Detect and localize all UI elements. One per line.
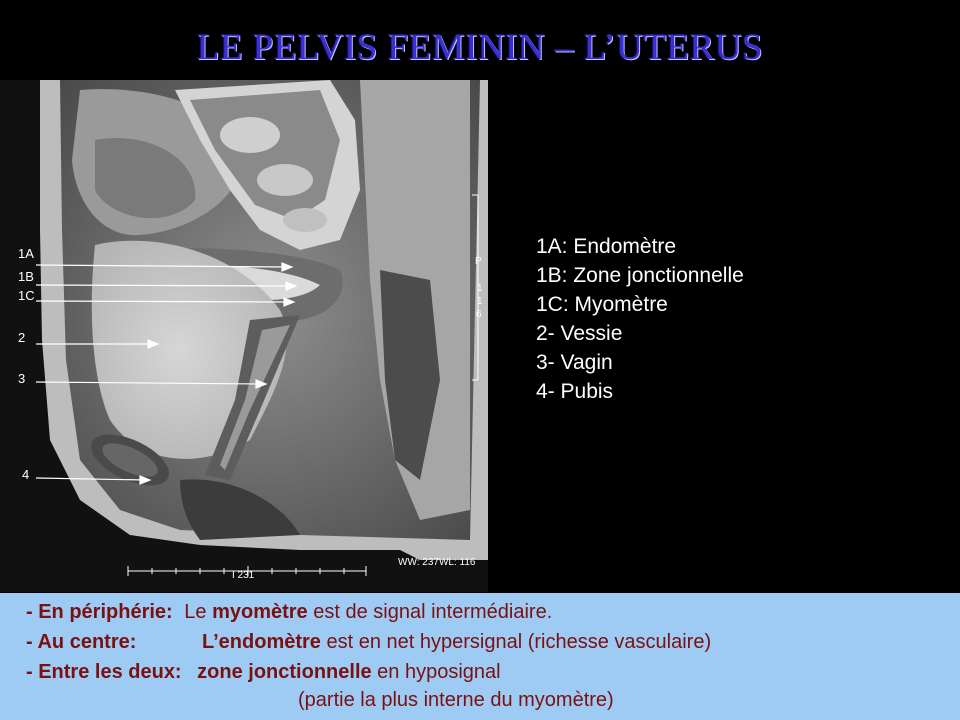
scale-value: I 231: [232, 570, 255, 581]
desc-line-2: [26, 631, 136, 654]
legend-item: 1A: Endomètre: [536, 235, 677, 258]
legend-item: 3- Vagin: [536, 351, 613, 374]
side-scale-1b: 1: [477, 296, 483, 307]
label-1a: 1A: [18, 246, 34, 261]
label-1c: 1C: [18, 288, 35, 303]
desc-line-3-b: zone jonctionnelle: [197, 661, 372, 683]
desc-line-3: [26, 661, 501, 684]
desc-line-1-head: - En périphérie:: [26, 601, 173, 623]
desc-line-2-b: L’endomètre: [202, 631, 321, 653]
legend-item: 2- Vessie: [536, 322, 623, 345]
desc-line-1-a: Le: [184, 601, 213, 623]
ww-wl-readout: WW: 237WL: 116: [398, 557, 476, 568]
slide-title: LE PELVIS FEMININ – L’UTERUS: [196, 27, 764, 68]
desc-line-1: [26, 601, 552, 624]
legend-item: 1C: Myomètre: [536, 293, 668, 316]
label-4: 4: [22, 467, 30, 482]
desc-line-3-head: - Entre les deux:: [26, 661, 182, 683]
label-3: 3: [18, 371, 26, 386]
legend-list: [536, 232, 744, 406]
desc-line-2-head: - Au centre:: [26, 631, 137, 653]
desc-line-1-b: myomètre: [212, 601, 308, 623]
desc-line-1-c: est de signal intermédiaire.: [307, 601, 553, 623]
side-scale-6: 6: [476, 309, 482, 320]
legend-item: 4- Pubis: [536, 380, 614, 403]
side-scale-1: 1: [477, 283, 483, 294]
desc-line-2-c: est en net hypersignal (richesse vasculaire): [320, 631, 712, 653]
label-1b: 1B: [18, 269, 34, 284]
mri-sagittal-image: [0, 80, 488, 592]
side-scale-p: P: [475, 256, 482, 267]
desc-line-4: (partie la plus interne du myomètre): [298, 689, 614, 711]
legend-item: 1B: Zone jonctionnelle: [536, 264, 744, 287]
desc-line-3-c: en hyposignal: [371, 661, 501, 683]
label-2: 2: [18, 330, 26, 345]
desc-line-2-body: [202, 631, 711, 654]
